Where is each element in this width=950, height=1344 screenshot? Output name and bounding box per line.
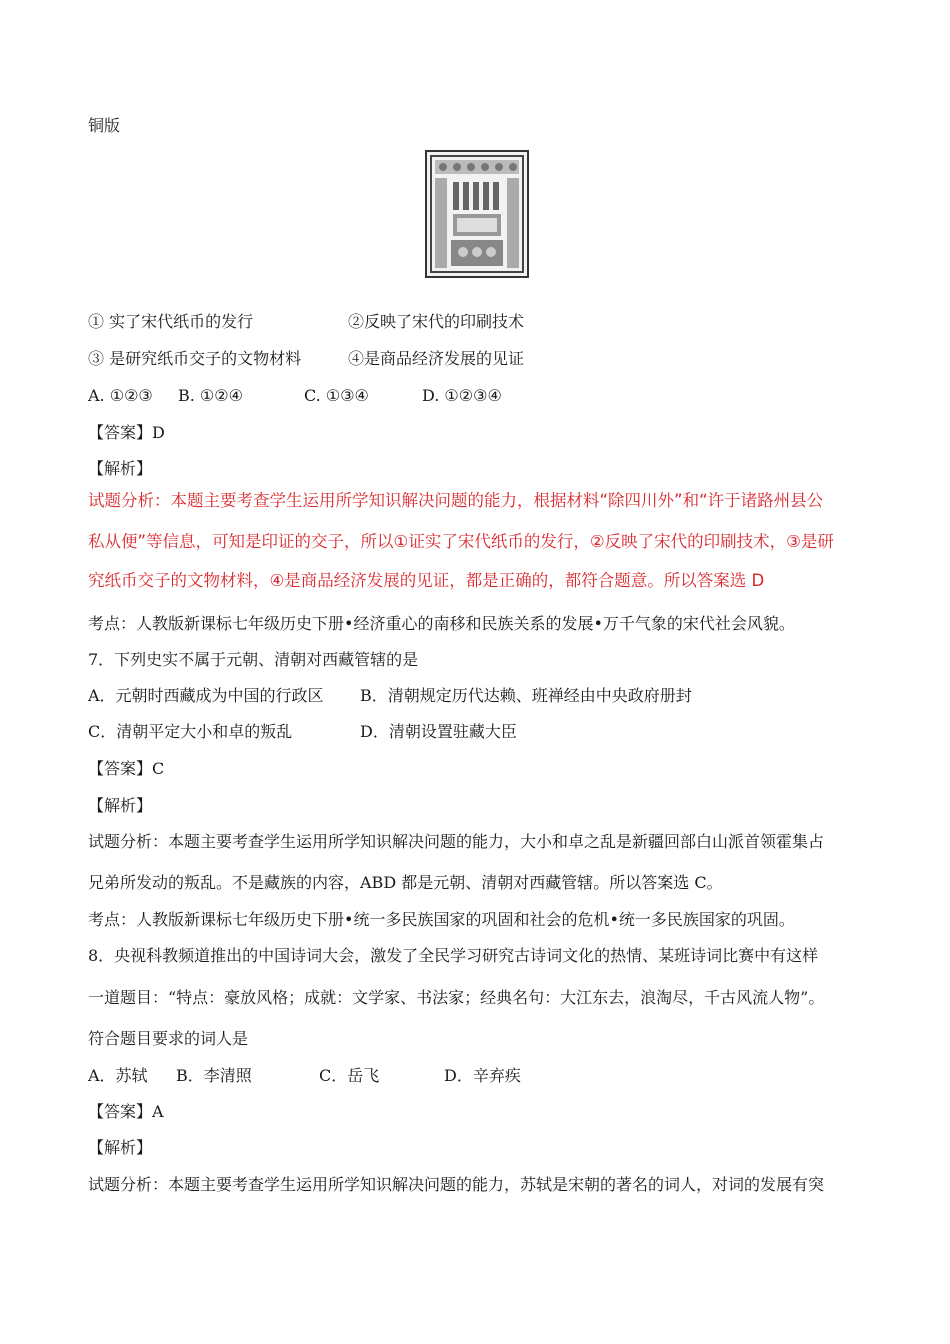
q7-choice-d: D．清朝设置驻藏大臣 [360, 722, 517, 741]
q7-analysis-line-2: 兄弟所发动的叛乱。不是藏族的内容，ABD 都是元朝、清朝对西藏管辖。所以答案选 C。 [88, 873, 723, 892]
q7-analysis-label: 【解析】 [88, 796, 153, 815]
q8-choice-d: D．辛弃疾 [444, 1066, 521, 1085]
q6-option-3: ③ 是研究纸币交子的文物材料 [88, 349, 302, 368]
q8-analysis-line: 试题分析：本题主要考查学生运用所学知识解决问题的能力，苏轼是宋朝的著名的词人，对词的发展有突 [88, 1175, 825, 1194]
q7-choice-c: C．清朝平定大小和卓的叛乱 [88, 722, 293, 741]
q6-choice-d: D. ①②③④ [422, 386, 502, 405]
q6-analysis-line-1: 试题分析：本题主要考查学生运用所学知识解决问题的能力，根据材料“除四川外”和“许于诸路州县公 [88, 491, 824, 510]
q7-choices-row-1 [88, 686, 692, 706]
q6-analysis-line-2: 私从便”等信息，可知是印证的交子，所以①证实了宋代纸币的发行，②反映了宋代的印刷技术，③是研 [88, 532, 834, 551]
q7-analysis-line-1: 试题分析：本题主要考查学生运用所学知识解决问题的能力，大小和卓之乱是新疆回部白山派首领霍集占 [88, 832, 825, 851]
q8-choices [88, 1066, 521, 1086]
q7-question: 7．下列史实不属于元朝、清朝对西藏管辖的是 [88, 650, 419, 669]
q6-kaodian: 考点：人教版新课标七年级历史下册•经济重心的南移和民族关系的发展•万千气象的宋代社会风貌。 [88, 614, 795, 633]
jiaozi-copper-plate-image [425, 150, 529, 278]
q6-option-1: ① 实了宋代纸币的发行 [88, 312, 254, 331]
q6-option-4: ④是商品经济发展的见证 [348, 349, 525, 368]
q6-options-row-2 [88, 349, 524, 369]
q7-choice-b: B．清朝规定历代达赖、班禅经由中央政府册封 [360, 686, 692, 705]
q8-choice-b: B．李清照 [176, 1066, 252, 1085]
q8-choice-a: A．苏轼 [88, 1066, 148, 1085]
q7-kaodian: 考点：人教版新课标七年级历史下册•统一多民族国家的巩固和社会的危机•统一多民族国家的巩固。 [88, 910, 795, 929]
q6-choices [88, 386, 502, 406]
q8-question-line-3: 符合题目要求的词人是 [88, 1029, 249, 1048]
q8-analysis-label: 【解析】 [88, 1138, 153, 1157]
q8-question-line-1: 8．央视科教频道推出的中国诗词大会，激发了全民学习研究古诗词文化的热情、某班诗词比赛中有这样 [88, 946, 819, 965]
q7-choices-row-2 [88, 722, 517, 742]
q6-answer: 【答案】D [88, 423, 165, 442]
q7-choice-a: A．元朝时西藏成为中国的行政区 [88, 686, 324, 705]
q6-choice-a: A. ①②③ [88, 386, 153, 405]
q6-choice-c: C. ①③④ [304, 386, 369, 405]
q6-analysis-label: 【解析】 [88, 459, 153, 478]
q6-option-2: ②反映了宋代的印刷技术 [348, 312, 525, 331]
q6-analysis-line-3: 究纸币交子的文物材料，④是商品经济发展的见证，都是正确的，都符合题意。所以答案选 D [88, 571, 765, 590]
q6-choice-b: B. ①②④ [178, 386, 243, 405]
q8-answer: 【答案】A [88, 1102, 164, 1121]
top-label: 铜版 [88, 116, 121, 135]
q7-answer: 【答案】C [88, 759, 165, 778]
q6-options-row-1 [88, 312, 524, 332]
q8-choice-c: C．岳飞 [319, 1066, 380, 1085]
q8-question-line-2: 一道题目：“特点：豪放风格；成就：文学家、书法家；经典名句：大江东去，浪淘尽，千古风流人物”。 [88, 988, 825, 1007]
